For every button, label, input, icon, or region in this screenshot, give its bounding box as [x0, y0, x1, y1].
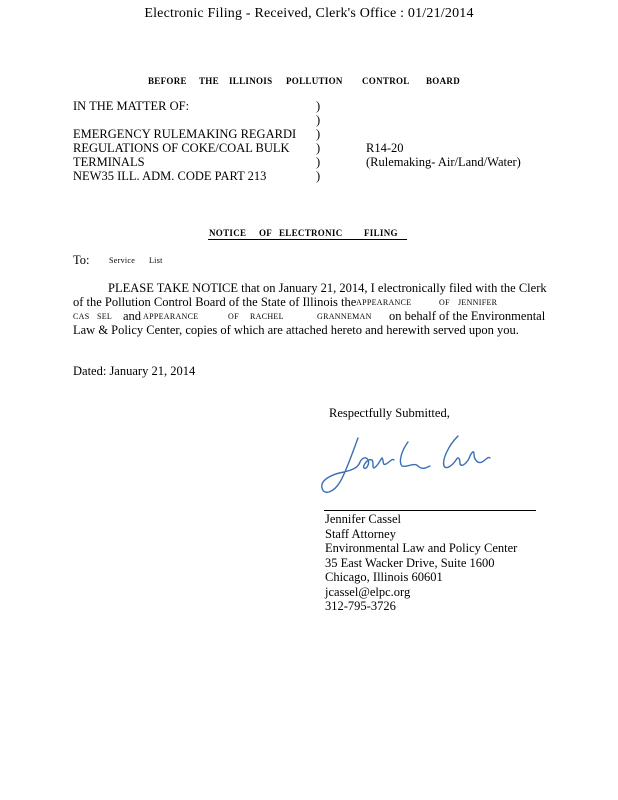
caption-line — [73, 113, 296, 127]
notice-tiny-word: GRANNEMAN — [317, 312, 372, 321]
caption-line: NEW35 ILL. ADM. CODE PART 213 — [73, 169, 267, 183]
notice-tiny-word: APPEARANCE — [143, 312, 199, 321]
caption-line: EMERGENCY RULEMAKING REGARDI — [73, 127, 297, 141]
signer-organization: Environmental Law and Policy Center — [325, 541, 518, 555]
caption-line: REGULATIONS OF COKE/COAL BULK — [73, 141, 290, 155]
board-heading-word: THE — [199, 76, 219, 86]
board-heading-word: BEFORE — [148, 76, 187, 86]
notice-line-3-end: on behalf of the Environmental — [389, 309, 546, 323]
to-value-word: Service — [109, 256, 136, 265]
board-heading-word: ILLINOIS — [229, 76, 273, 86]
signer-address-street: 35 East Wacker Drive, Suite 1600 — [325, 555, 495, 570]
dated-line: Dated: January 21, 2014 — [73, 364, 196, 378]
notice-tiny-word: CAS — [73, 312, 90, 321]
caption-line: TERMINALS — [73, 155, 145, 169]
caption-paren: ) — [316, 99, 321, 113]
board-heading-word: CONTROL — [362, 76, 410, 86]
notice-and: and — [123, 309, 142, 323]
caption-line: IN THE MATTER OF: — [73, 99, 190, 113]
notice-heading-word: FILING — [364, 228, 398, 238]
signer-name: Jennifer Cassel — [325, 512, 402, 526]
filing-stamp-header: Electronic Filing - Received, Clerk's Office : 01/21/2014 — [144, 6, 474, 21]
closing-line: Respectfully Submitted, — [329, 406, 450, 420]
signature-block — [325, 512, 517, 614]
notice-line-4: Law & Policy Center, copies of which are attached hereto and herewith served upon you. — [73, 323, 519, 337]
notice-heading-word: OF — [259, 228, 273, 238]
handwritten-signature — [318, 432, 496, 498]
caption-paren: ) — [316, 155, 321, 169]
notice-tiny-word: OF — [439, 298, 450, 307]
notice-tiny-word: SEL — [97, 312, 113, 321]
to-label: To: — [73, 253, 90, 267]
caption-paren: ) — [316, 127, 321, 141]
caption-paren: ) — [316, 141, 321, 155]
signer-email: jcassel@elpc.org — [325, 584, 411, 599]
notice-line-2: of the Pollution Control Board of the State of Illinois the — [73, 295, 357, 309]
caption-paren: ) — [316, 113, 321, 127]
notice-heading-word: ELECTRONIC — [279, 228, 343, 238]
notice-line-1: PLEASE TAKE NOTICE that on January 21, 2014, I electronically filed with the Clerk — [108, 281, 547, 295]
notice-tiny-word: OF — [228, 312, 239, 321]
board-heading-word: BOARD — [426, 76, 461, 86]
caption-parens — [316, 99, 320, 183]
caption-left — [73, 99, 296, 183]
notice-tiny-word: RACHEL — [250, 312, 284, 321]
notice-heading-word: NOTICE — [209, 228, 247, 238]
notice-tiny-word: APPEARANCE — [356, 298, 412, 307]
signer-title: Staff Attorney — [325, 526, 396, 541]
to-value-word: List — [149, 256, 163, 265]
notice-tiny-word: JENNIFER — [458, 298, 498, 307]
docket-type: (Rulemaking- Air/Land/Water) — [366, 155, 521, 169]
signer-address-city: Chicago, Illinois 60601 — [325, 570, 443, 584]
caption-paren: ) — [316, 169, 321, 183]
signature-line — [324, 510, 536, 511]
docket-info — [366, 141, 521, 169]
notice-heading — [208, 228, 407, 240]
board-heading-word: POLLUTION — [286, 76, 343, 86]
docket-number: R14-20 — [366, 141, 404, 155]
signer-phone: 312-795-3726 — [325, 599, 396, 613]
